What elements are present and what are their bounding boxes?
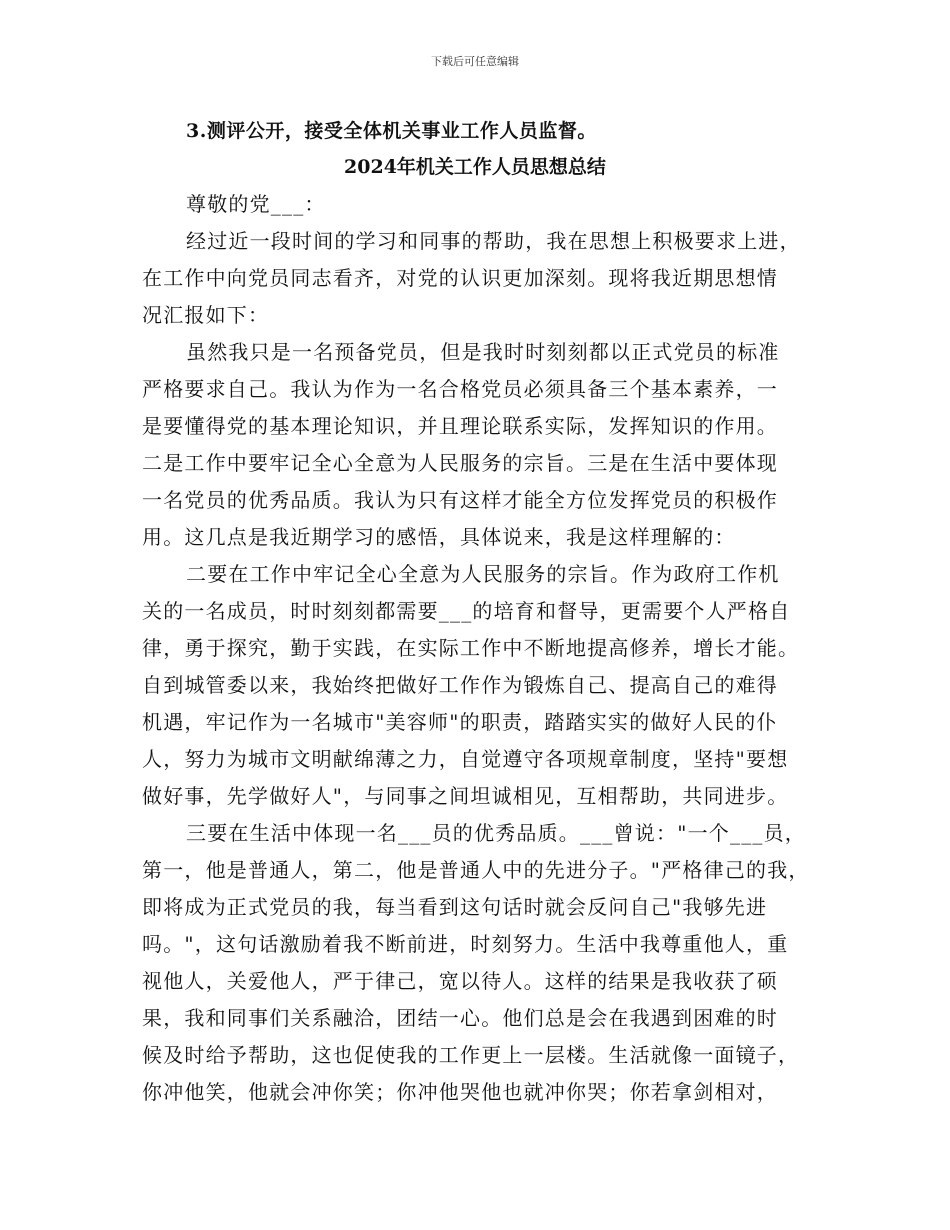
- body-line: 用。这几点是我近期学习的感悟，具体说来，我是这样理解的：: [142, 525, 736, 549]
- body-line: 第一，他是普通人，第二，他是普通人中的先进分子。"严格律己的我，: [142, 858, 810, 882]
- document-body: [142, 186, 822, 1111]
- section-heading: 3.测评公开，接受全体机关事业工作人员监督。: [186, 120, 597, 142]
- body-line: 律，勇于探究，勤于实践，在实际工作中不断地提高修养，增长才能。: [142, 636, 800, 660]
- page-header-note: 下载后可任意编辑: [431, 55, 519, 68]
- body-line: 人，努力为城市文明献绵薄之力，自觉遵守各项规章制度，坚持"要想: [142, 747, 789, 771]
- body-line: 是要懂得党的基本理论知识，并且理论联系实际，发挥知识的作用。: [142, 414, 778, 438]
- body-line: 果，我和同事们关系融洽，团结一心。他们总是会在我遇到困难的时: [142, 1006, 778, 1030]
- body-line: 尊敬的党___：: [186, 192, 326, 216]
- body-line: 经过近一段时间的学习和同事的帮助，我在思想上积极要求上进，: [186, 229, 801, 253]
- body-line: 做好事，先学做好人"，与同事之间坦诚相见，互相帮助，共同进步。: [142, 784, 789, 808]
- body-line: 即将成为正式党员的我，每当看到这句话时就会反问自己"我够先进: [142, 895, 768, 919]
- body-line: 一名党员的优秀品质。我认为只有这样才能全方位发挥党员的积极作: [142, 488, 778, 512]
- body-line: 候及时给予帮助，这也促使我的工作更上一层楼。生活就像一面镜子，: [142, 1043, 800, 1067]
- body-line: 你冲他笑，他就会冲你笑；你冲他哭他也就冲你哭；你若拿剑相对，: [142, 1080, 778, 1104]
- body-line: 虽然我只是一名预备党员，但是我时时刻刻都以正式党员的标准: [186, 340, 780, 364]
- body-line: 二要在工作中牢记全心全意为人民服务的宗旨。作为政府工作机: [186, 562, 780, 586]
- body-line: 况汇报如下：: [142, 303, 270, 327]
- document-title: 2024年机关工作人员思想总结: [344, 156, 606, 178]
- body-line: 三要在生活中体现一名___员的优秀品质。___曾说："一个___员，: [186, 821, 806, 845]
- body-line: 关的一名成员，时时刻刻都需要___的培育和督导，更需要个人严格自: [142, 599, 791, 623]
- body-line: 吗。"，这句话激励着我不断前进，时刻努力。生活中我尊重他人，重: [142, 932, 789, 956]
- body-line: 严格要求自己。我认为作为一名合格党员必须具备三个基本素养，一: [142, 377, 778, 401]
- body-line: 在工作中向党员同志看齐，对党的认识更加深刻。现将我近期思想情: [142, 266, 778, 290]
- body-line: 视他人，关爱他人，严于律己，宽以待人。这样的结果是我收获了硕: [142, 969, 778, 993]
- body-line: 二是工作中要牢记全心全意为人民服务的宗旨。三是在生活中要体现: [142, 451, 778, 475]
- body-line: 机遇，牢记作为一名城市"美容师"的职责，踏踏实实的做好人民的仆: [142, 710, 778, 734]
- body-line: 自到城管委以来，我始终把做好工作作为锻炼自己、提高自己的难得: [142, 673, 778, 697]
